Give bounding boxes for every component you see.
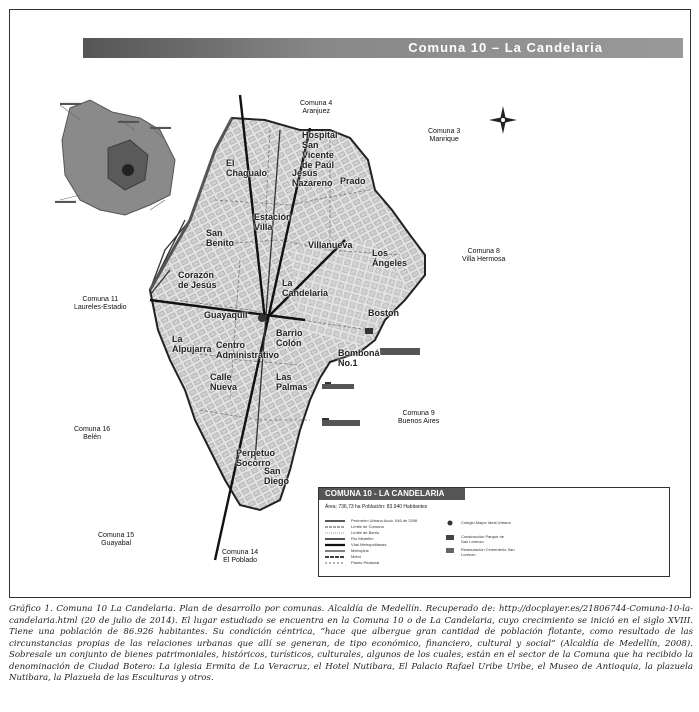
barrio-label-chagualo: El Chagualo <box>226 158 268 178</box>
comuna-label-14: Comuna 14 El Poblado <box>222 549 259 564</box>
map-title: Comuna 10 – La Candelaria <box>408 40 603 55</box>
barrio-label-callenueva: Calle Nueva <box>210 372 238 392</box>
comuna-label-11: Comuna 11 Laureles-Estadio <box>74 296 127 311</box>
callout-3 <box>322 384 354 389</box>
legend-stats: Área: 736,73 ha Población: 83.940 Habitantes <box>325 504 428 510</box>
barrio-label-prado: Prado <box>340 176 366 186</box>
legend-row-right: Construcción Parque de San Lorenzo <box>461 534 504 544</box>
map-legend <box>318 487 670 577</box>
legend-row: Metro <box>351 554 362 559</box>
inset-label: ▬▬▬ <box>150 124 171 131</box>
barrio-label-estacion: Estación Villa <box>254 212 292 232</box>
callout-1 <box>380 348 420 355</box>
legend-row: Metroplús <box>351 548 369 553</box>
barrio-label-jesus: Jesús Nazareno <box>292 168 333 188</box>
legend-row: Límite de Comuna <box>351 524 384 529</box>
legend-row: Paseo Peatonal <box>351 560 380 565</box>
legend-row-right: Colegio Mayor Ideal Urbano <box>461 520 511 525</box>
barrio-label-villanueva: Villanueva <box>308 240 353 250</box>
barrio-label-candelaria: La Candelaria <box>282 278 329 298</box>
inset-label: ▬▬▬ <box>55 198 76 205</box>
barrio-label-palmas: Las Palmas <box>276 372 308 392</box>
barrio-label-corazon: Corazón de Jesús <box>178 270 217 290</box>
legend-symbols <box>325 518 347 570</box>
barrio-label-bombona: Bomboná No.1 <box>338 348 380 368</box>
barrio-label-sandiego: San Diego <box>264 466 290 486</box>
barrio-label-perpetuo: Perpetuo Socorro <box>236 448 276 468</box>
legend-markers <box>445 520 457 560</box>
comuna-label-8: Comuna 8 Villa Hermosa <box>462 248 506 263</box>
barrio-label-angeles: Los Ángeles <box>372 248 408 268</box>
barrio-label-hospital: Hospital San Vicente de Paúl <box>302 130 338 170</box>
north-arrow-icon <box>489 106 517 134</box>
figure-caption: Gráfico 1. Comuna 10 La Candelaria. Plan de desarrollo por comunas. Alcaldía de Medellín. Recuperado de: http://docplayer.es/21806744-Comuna-10-la-candelaria.html (20 de julio de 2014). El lugar estudiado se encuentra en la Comuna 10 o de La Candelaria, cuyo crecimiento se inició en el siglo XVIII. Tiene una población de 86.926 habitantes. Su condición céntrica, “hace que albergue gran cantidad de población flotante, como resultado de las circunstancias propias de las relaciones urbanas que allí se generan, de tipo económico, financiero, cultural y social” (Alcaldía de Medellín, 2008). Sobresale un conjunto de bienes patrimoniales, históricos, turísticos, culturales, algunos de los cuales, están en el sector de la Comuna que ha recibido la denominación de Ciudad Botero: La iglesia Ermita de La Veracruz, el Hotel Nutibara, El Palacio Rafael Uribe Uribe, el Museo de Antioquia, la plazuela Nutibara, la Plazuela de las Esculturas y otros. <box>9 604 693 683</box>
comuna-label-4: Comuna 4 Aranjuez <box>300 100 333 115</box>
inset-label: ▬▬▬ <box>118 118 139 125</box>
comuna-label-9: Comuna 9 Buenos Aires <box>398 410 440 425</box>
legend-row: Límite de Barrio <box>351 530 380 535</box>
callout-2 <box>322 420 360 426</box>
legend-row: Río Medellín <box>351 536 374 541</box>
inset-label: ▬▬▬ <box>60 100 81 107</box>
barrio-label-centro: Centro Administrativo <box>216 340 280 360</box>
barrio-label-guayaquil: Guayaquil <box>204 310 248 320</box>
barrio-label-sanbenito: San Benito <box>206 228 234 248</box>
legend-row: Vías Metropolitanas <box>351 542 387 547</box>
barrio-label-colon: Barrio Colón <box>276 328 303 348</box>
barrio-label-alpujarra: La Alpujarra <box>172 334 212 354</box>
legend-row-right: Restauración Cementerio San Lorenzo <box>461 547 515 557</box>
legend-row: Perímetro Urbano Acdo. 046 de 2006 <box>351 518 418 523</box>
comuna-label-3: Comuna 3 Manrique <box>428 128 461 143</box>
barrio-label-boston: Boston <box>368 308 399 318</box>
comuna-label-16: Comuna 16 Belén <box>74 426 111 441</box>
legend-title: COMUNA 10 - LA CANDELARIA <box>319 488 465 500</box>
comuna-label-15: Comuna 15 Guayabal <box>98 532 135 547</box>
